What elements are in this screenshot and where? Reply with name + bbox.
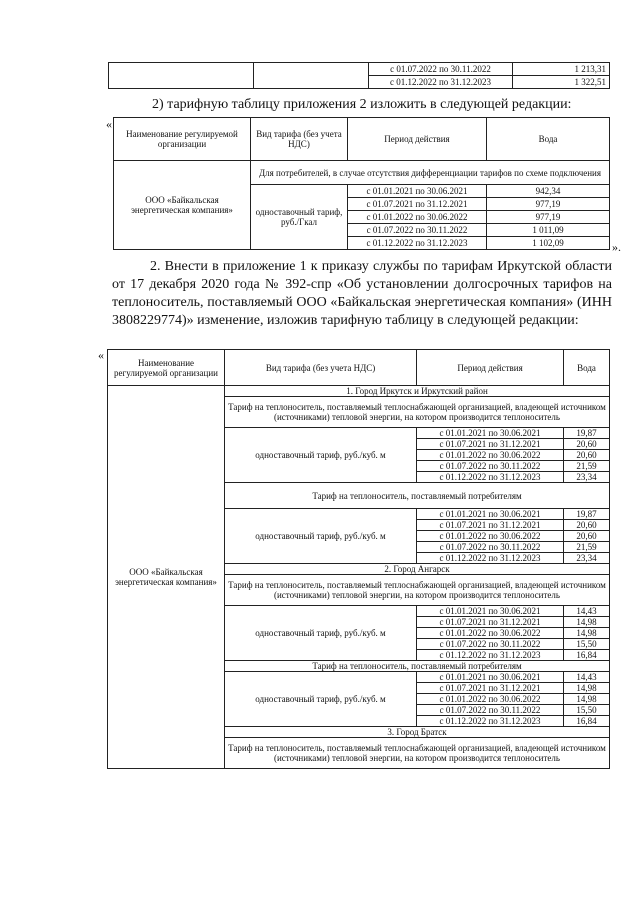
tariff-type: одноставочный тариф, руб./куб. м — [225, 428, 417, 483]
value-cell: 16,84 — [564, 650, 610, 661]
period-cell: с 01.01.2022 по 30.06.2022 — [417, 628, 564, 639]
period-cell: с 01.07.2021 по 31.12.2021 — [417, 439, 564, 450]
period-cell: с 01.01.2022 по 30.06.2022 — [417, 531, 564, 542]
value-cell: 20,60 — [564, 439, 610, 450]
subheader-heat-supplier: Тариф на теплоноситель, поставляемый теплоснабжающей организацией, владеющей источником (источниками) тепловой энергии, на котором производится теплоноситель — [225, 575, 610, 606]
period-cell: с 01.12.2022 по 31.12.2023 — [417, 716, 564, 727]
header-period: Период действия — [348, 118, 487, 161]
period-cell: с 01.12.2022 по 31.12.2023 — [417, 472, 564, 483]
value-cell: 1 102,09 — [487, 237, 610, 250]
header-type: Вид тарифа (без учета НДС) — [225, 350, 417, 386]
tariff-type: одноставочный тариф, руб./куб. м — [225, 606, 417, 661]
value-cell: 15,50 — [564, 639, 610, 650]
paragraph-1: 2) тарифную таблицу приложения 2 изложить в следующей редакции: — [152, 97, 572, 112]
period-cell: с 01.07.2022 по 30.11.2022 — [417, 542, 564, 553]
value-cell: 16,84 — [564, 716, 610, 727]
value-cell: 977,19 — [487, 198, 610, 211]
period-cell: с 01.01.2021 по 30.06.2021 — [348, 185, 487, 198]
header-period: Период действия — [417, 350, 564, 386]
period-cell: с 01.07.2022 по 30.11.2022 — [348, 224, 487, 237]
tariff-table-heat — [113, 117, 610, 250]
value-cell: 14,98 — [564, 683, 610, 694]
value-cell: 21,59 — [564, 461, 610, 472]
period-cell: с 01.12.2022 по 31.12.2023 — [348, 237, 487, 250]
subheader-consumers: Тариф на теплоноситель, поставляемый потребителям — [225, 483, 610, 509]
header-water: Вода — [564, 350, 610, 386]
period-cell: с 01.07.2021 по 31.12.2021 — [417, 683, 564, 694]
period-cell: с 01.07.2022 по 30.11.2022 — [417, 461, 564, 472]
period-cell: с 01.01.2021 по 30.06.2021 — [417, 672, 564, 683]
value-cell: 20,60 — [564, 450, 610, 461]
city-bratsk: 3. Город Братск — [225, 727, 610, 738]
period-cell: с 01.01.2022 по 30.06.2022 — [417, 450, 564, 461]
header-water: Вода — [487, 118, 610, 161]
value-cell: 20,60 — [564, 520, 610, 531]
value-cell: 23,34 — [564, 472, 610, 483]
value-cell: 14,43 — [564, 606, 610, 617]
value-cell: 14,43 — [564, 672, 610, 683]
period-cell: с 01.07.2022 по 30.11.2022 — [369, 63, 513, 76]
tariff-type: одноставочный тариф, руб./Гкал — [251, 185, 348, 250]
empty-cell — [254, 63, 369, 89]
tariff-table-water — [107, 349, 610, 769]
continuation-table — [108, 62, 610, 89]
period-cell: с 01.12.2022 по 31.12.2023 — [417, 650, 564, 661]
value-cell: 1 213,31 — [513, 63, 610, 76]
city-angarsk: 2. Город Ангарск — [225, 564, 610, 575]
period-cell: с 01.01.2021 по 30.06.2021 — [417, 428, 564, 439]
org-name: ООО «Байкальская энергетическая компания» — [108, 386, 225, 769]
value-cell: 14,98 — [564, 617, 610, 628]
period-cell: с 01.01.2022 по 30.06.2022 — [417, 694, 564, 705]
period-cell: с 01.07.2021 по 31.12.2021 — [417, 617, 564, 628]
city-irkutsk: 1. Город Иркутск и Иркутский район — [225, 386, 610, 397]
period-cell: с 01.01.2021 по 30.06.2021 — [417, 606, 564, 617]
value-cell: 21,59 — [564, 542, 610, 553]
open-quote: « — [106, 117, 112, 131]
period-cell: с 01.12.2022 по 31.12.2023 — [417, 553, 564, 564]
period-cell: с 01.07.2022 по 30.11.2022 — [417, 639, 564, 650]
tariff-type: одноставочный тариф, руб./куб. м — [225, 672, 417, 727]
value-cell: 19,87 — [564, 509, 610, 520]
empty-cell — [109, 63, 254, 89]
value-cell: 23,34 — [564, 553, 610, 564]
period-cell: с 01.07.2022 по 30.11.2022 — [417, 705, 564, 716]
value-cell: 19,87 — [564, 428, 610, 439]
subheader-heat-supplier: Тариф на теплоноситель, поставляемый теплоснабжающей организацией, владеющей источником (источниками) тепловой энергии, на котором производится теплоноситель — [225, 397, 610, 428]
value-cell: 977,19 — [487, 211, 610, 224]
value-cell: 15,50 — [564, 705, 610, 716]
subheader-heat-supplier: Тариф на теплоноситель, поставляемый теплоснабжающей организацией, владеющей источником (источниками) тепловой энергии, на котором производится теплоноситель — [225, 738, 610, 769]
consumer-note: Для потребителей, в случае отсутствия дифференциации тарифов по схеме подключения — [251, 161, 610, 185]
value-cell: 1 011,09 — [487, 224, 610, 237]
value-cell: 1 322,51 — [513, 76, 610, 89]
header-org: Наименование регулируемой организации — [114, 118, 251, 161]
value-cell: 14,98 — [564, 694, 610, 705]
tariff-type: одноставочный тариф, руб./куб. м — [225, 509, 417, 564]
org-name: ООО «Байкальская энергетическая компания» — [114, 161, 251, 250]
period-cell: с 01.01.2021 по 30.06.2021 — [417, 509, 564, 520]
close-quote: ». — [612, 240, 621, 254]
paragraph-2: 2. Внести в приложение 1 к приказу службы по тарифам Иркутской области от 17 декабря 2020 года № 392-спр «Об установлении долгосрочных тарифов на теплоноситель, поставляемый ООО «Байкальская энергетическая компания» (ИНН 3808229774)» изменение, изложив тарифную таблицу в следующей редакции: — [112, 259, 612, 328]
header-type: Вид тарифа (без учета НДС) — [251, 118, 348, 161]
period-cell: с 01.07.2021 по 31.12.2021 — [417, 520, 564, 531]
value-cell: 942,34 — [487, 185, 610, 198]
subheader-consumers: Тариф на теплоноситель, поставляемый потребителям — [225, 661, 610, 672]
period-cell: с 01.12.2022 по 31.12.2023 — [369, 76, 513, 89]
value-cell: 20,60 — [564, 531, 610, 542]
period-cell: с 01.07.2021 по 31.12.2021 — [348, 198, 487, 211]
period-cell: с 01.01.2022 по 30.06.2022 — [348, 211, 487, 224]
value-cell: 14,98 — [564, 628, 610, 639]
open-quote-2: « — [98, 348, 104, 362]
header-org: Наименование регулируемой организации — [108, 350, 225, 386]
